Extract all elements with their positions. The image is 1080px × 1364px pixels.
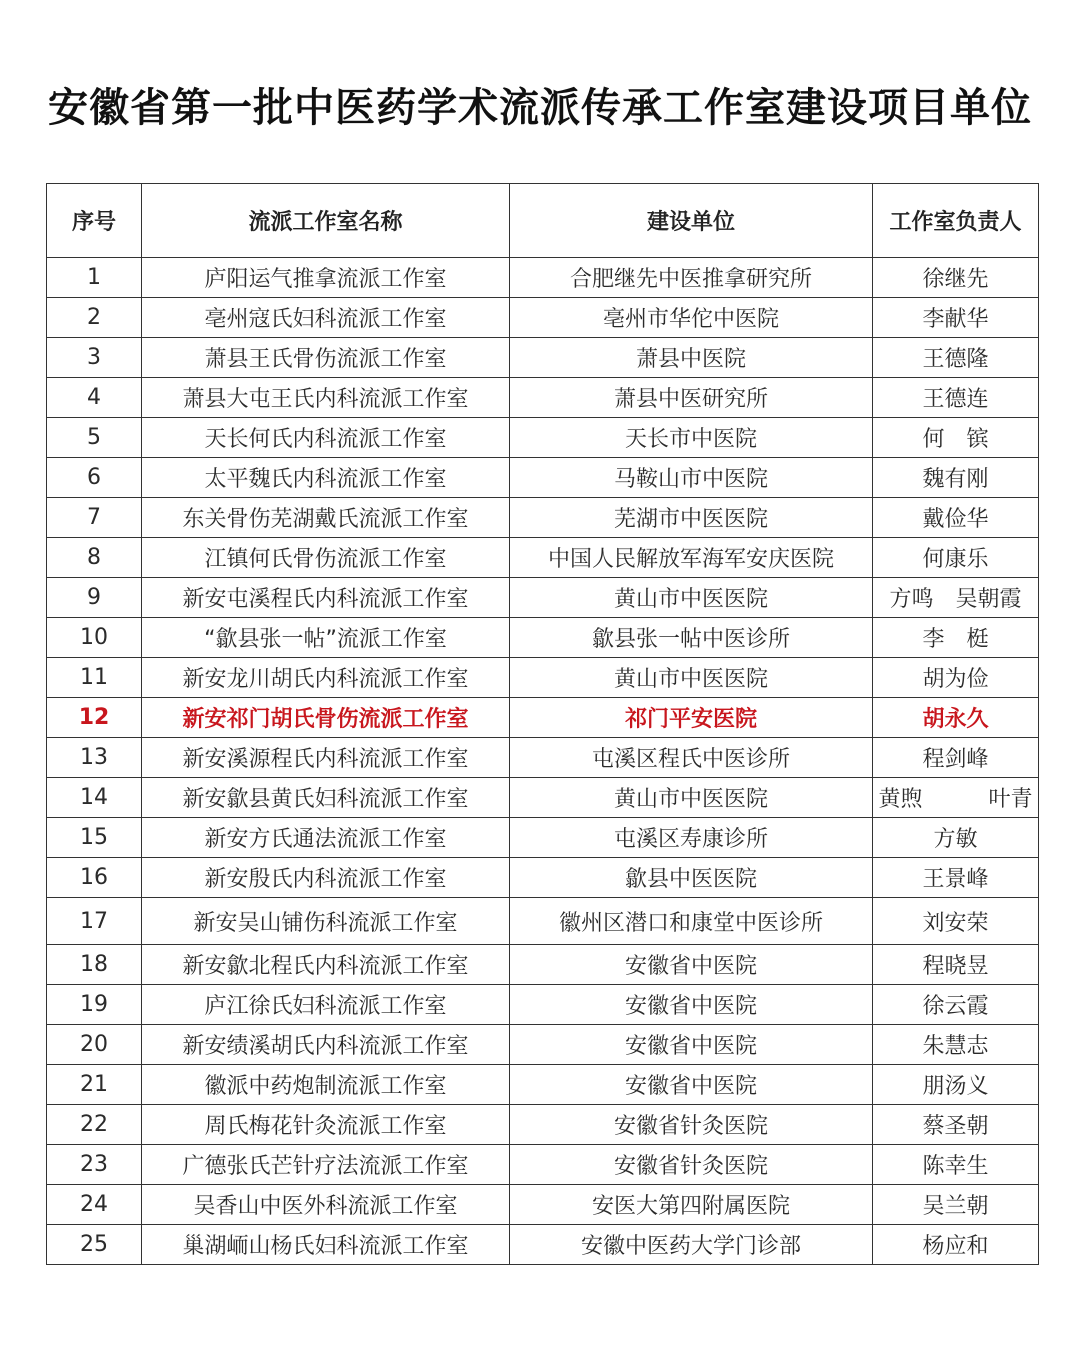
studio-lead: 魏有刚 xyxy=(873,458,1039,498)
studio-name: 萧县大屯王氏内科流派工作室 xyxy=(142,378,510,418)
row-index: 21 xyxy=(47,1065,142,1105)
studio-name: 新安屯溪程氏内科流派工作室 xyxy=(142,578,510,618)
table-row xyxy=(47,618,1039,658)
studio-name: 太平魏氏内科流派工作室 xyxy=(142,458,510,498)
studio-name: 新安歙县黄氏妇科流派工作室 xyxy=(142,778,510,818)
construction-unit: 安徽省针灸医院 xyxy=(510,1145,873,1185)
table-row xyxy=(47,298,1039,338)
construction-unit: 黄山市中医医院 xyxy=(510,778,873,818)
studio-name: 新安殷氏内科流派工作室 xyxy=(142,858,510,898)
row-index: 17 xyxy=(47,898,142,945)
table-row xyxy=(47,418,1039,458)
row-index: 20 xyxy=(47,1025,142,1065)
table-row xyxy=(47,778,1039,818)
studio-name: 新安祁门胡氏骨伤流派工作室 xyxy=(142,698,510,738)
studio-name: 新安歙北程氏内科流派工作室 xyxy=(142,945,510,985)
studio-lead: 王景峰 xyxy=(873,858,1039,898)
studio-name: 徽派中药炮制流派工作室 xyxy=(142,1065,510,1105)
studio-name: 新安龙川胡氏内科流派工作室 xyxy=(142,658,510,698)
studio-lead: 李 梃 xyxy=(873,618,1039,658)
table-row xyxy=(47,378,1039,418)
row-index: 11 xyxy=(47,658,142,698)
studio-name: 亳州寇氏妇科流派工作室 xyxy=(142,298,510,338)
table-header-row xyxy=(47,184,1039,258)
studio-lead: 王德连 xyxy=(873,378,1039,418)
row-index: 7 xyxy=(47,498,142,538)
studio-name: “歙县张一帖”流派工作室 xyxy=(142,618,510,658)
studio-lead: 方鸣 吴朝霞 xyxy=(873,578,1039,618)
studio-lead: 蔡圣朝 xyxy=(873,1105,1039,1145)
studio-lead: 胡永久 xyxy=(873,698,1039,738)
studio-name: 庐江徐氏妇科流派工作室 xyxy=(142,985,510,1025)
table-row xyxy=(47,498,1039,538)
row-index: 16 xyxy=(47,858,142,898)
table-row xyxy=(47,458,1039,498)
table-row xyxy=(47,985,1039,1025)
studio-table xyxy=(46,183,1039,1265)
studio-lead: 杨应和 xyxy=(873,1225,1039,1265)
row-index: 10 xyxy=(47,618,142,658)
header-lead: 工作室负责人 xyxy=(873,184,1039,258)
studio-name: 江镇何氏骨伤流派工作室 xyxy=(142,538,510,578)
studio-lead: 徐云霞 xyxy=(873,985,1039,1025)
studio-name: 东关骨伤芜湖戴氏流派工作室 xyxy=(142,498,510,538)
construction-unit: 中国人民解放军海军安庆医院 xyxy=(510,538,873,578)
table-row xyxy=(47,578,1039,618)
table-row xyxy=(47,1065,1039,1105)
table-row xyxy=(47,538,1039,578)
studio-name: 周氏梅花针灸流派工作室 xyxy=(142,1105,510,1145)
studio-lead: 刘安荣 xyxy=(873,898,1039,945)
construction-unit: 屯溪区程氏中医诊所 xyxy=(510,738,873,778)
studio-lead: 程剑峰 xyxy=(873,738,1039,778)
table-row xyxy=(47,338,1039,378)
table-row xyxy=(47,698,1039,738)
studio-name: 天长何氏内科流派工作室 xyxy=(142,418,510,458)
row-index: 14 xyxy=(47,778,142,818)
studio-lead: 朱慧志 xyxy=(873,1025,1039,1065)
row-index: 22 xyxy=(47,1105,142,1145)
row-index: 23 xyxy=(47,1145,142,1185)
row-index: 15 xyxy=(47,818,142,858)
construction-unit: 合肥继先中医推拿研究所 xyxy=(510,258,873,298)
studio-lead: 陈幸生 xyxy=(873,1145,1039,1185)
construction-unit: 萧县中医院 xyxy=(510,338,873,378)
row-index: 8 xyxy=(47,538,142,578)
header-studio-name: 流派工作室名称 xyxy=(142,184,510,258)
row-index: 2 xyxy=(47,298,142,338)
studio-name: 新安方氏通法流派工作室 xyxy=(142,818,510,858)
construction-unit: 祁门平安医院 xyxy=(510,698,873,738)
row-index: 4 xyxy=(47,378,142,418)
studio-lead: 黄煦 叶青 xyxy=(873,778,1039,818)
construction-unit: 芜湖市中医医院 xyxy=(510,498,873,538)
page-title: 安徽省第一批中医药学术流派传承工作室建设项目单位 xyxy=(48,85,1032,131)
studio-name: 萧县王氏骨伤流派工作室 xyxy=(142,338,510,378)
construction-unit: 安徽省中医院 xyxy=(510,945,873,985)
construction-unit: 安徽中医药大学门诊部 xyxy=(510,1225,873,1265)
studio-name: 新安绩溪胡氏内科流派工作室 xyxy=(142,1025,510,1065)
construction-unit: 徽州区潜口和康堂中医诊所 xyxy=(510,898,873,945)
studio-name: 广德张氏芒针疗法流派工作室 xyxy=(142,1145,510,1185)
studio-lead: 徐继先 xyxy=(873,258,1039,298)
row-index: 12 xyxy=(47,698,142,738)
table-row xyxy=(47,945,1039,985)
studio-name: 新安吴山铺伤科流派工作室 xyxy=(142,898,510,945)
studio-lead: 朋汤义 xyxy=(873,1065,1039,1105)
construction-unit: 安徽省针灸医院 xyxy=(510,1105,873,1145)
row-index: 19 xyxy=(47,985,142,1025)
studio-lead: 程晓昱 xyxy=(873,945,1039,985)
table-body xyxy=(47,258,1039,1265)
header-unit: 建设单位 xyxy=(510,184,873,258)
studio-lead: 方敏 xyxy=(873,818,1039,858)
studio-name: 庐阳运气推拿流派工作室 xyxy=(142,258,510,298)
studio-lead: 胡为俭 xyxy=(873,658,1039,698)
table-row xyxy=(47,1185,1039,1225)
studio-lead: 王德隆 xyxy=(873,338,1039,378)
construction-unit: 天长市中医院 xyxy=(510,418,873,458)
row-index: 3 xyxy=(47,338,142,378)
row-index: 13 xyxy=(47,738,142,778)
row-index: 5 xyxy=(47,418,142,458)
studio-name: 吴香山中医外科流派工作室 xyxy=(142,1185,510,1225)
table-row xyxy=(47,858,1039,898)
row-index: 1 xyxy=(47,258,142,298)
studio-lead: 李献华 xyxy=(873,298,1039,338)
studio-lead: 何 镔 xyxy=(873,418,1039,458)
header-index: 序号 xyxy=(47,184,142,258)
construction-unit: 马鞍山市中医院 xyxy=(510,458,873,498)
table-row xyxy=(47,1225,1039,1265)
table-row xyxy=(47,898,1039,945)
row-index: 25 xyxy=(47,1225,142,1265)
row-index: 18 xyxy=(47,945,142,985)
studio-lead: 吴兰朝 xyxy=(873,1185,1039,1225)
row-index: 6 xyxy=(47,458,142,498)
studio-lead: 戴俭华 xyxy=(873,498,1039,538)
construction-unit: 安徽省中医院 xyxy=(510,1025,873,1065)
table-row xyxy=(47,658,1039,698)
table-row xyxy=(47,818,1039,858)
construction-unit: 黄山市中医医院 xyxy=(510,658,873,698)
table-row xyxy=(47,1145,1039,1185)
construction-unit: 萧县中医研究所 xyxy=(510,378,873,418)
construction-unit: 黄山市中医医院 xyxy=(510,578,873,618)
construction-unit: 亳州市华佗中医院 xyxy=(510,298,873,338)
construction-unit: 歙县中医医院 xyxy=(510,858,873,898)
table-row xyxy=(47,1105,1039,1145)
studio-lead: 何康乐 xyxy=(873,538,1039,578)
construction-unit: 安医大第四附属医院 xyxy=(510,1185,873,1225)
construction-unit: 安徽省中医院 xyxy=(510,985,873,1025)
table-row xyxy=(47,1025,1039,1065)
construction-unit: 屯溪区寿康诊所 xyxy=(510,818,873,858)
table-row xyxy=(47,258,1039,298)
construction-unit: 安徽省中医院 xyxy=(510,1065,873,1105)
row-index: 9 xyxy=(47,578,142,618)
studio-name: 新安溪源程氏内科流派工作室 xyxy=(142,738,510,778)
row-index: 24 xyxy=(47,1185,142,1225)
studio-name: 巢湖峏山杨氏妇科流派工作室 xyxy=(142,1225,510,1265)
table-row xyxy=(47,738,1039,778)
construction-unit: 歙县张一帖中医诊所 xyxy=(510,618,873,658)
